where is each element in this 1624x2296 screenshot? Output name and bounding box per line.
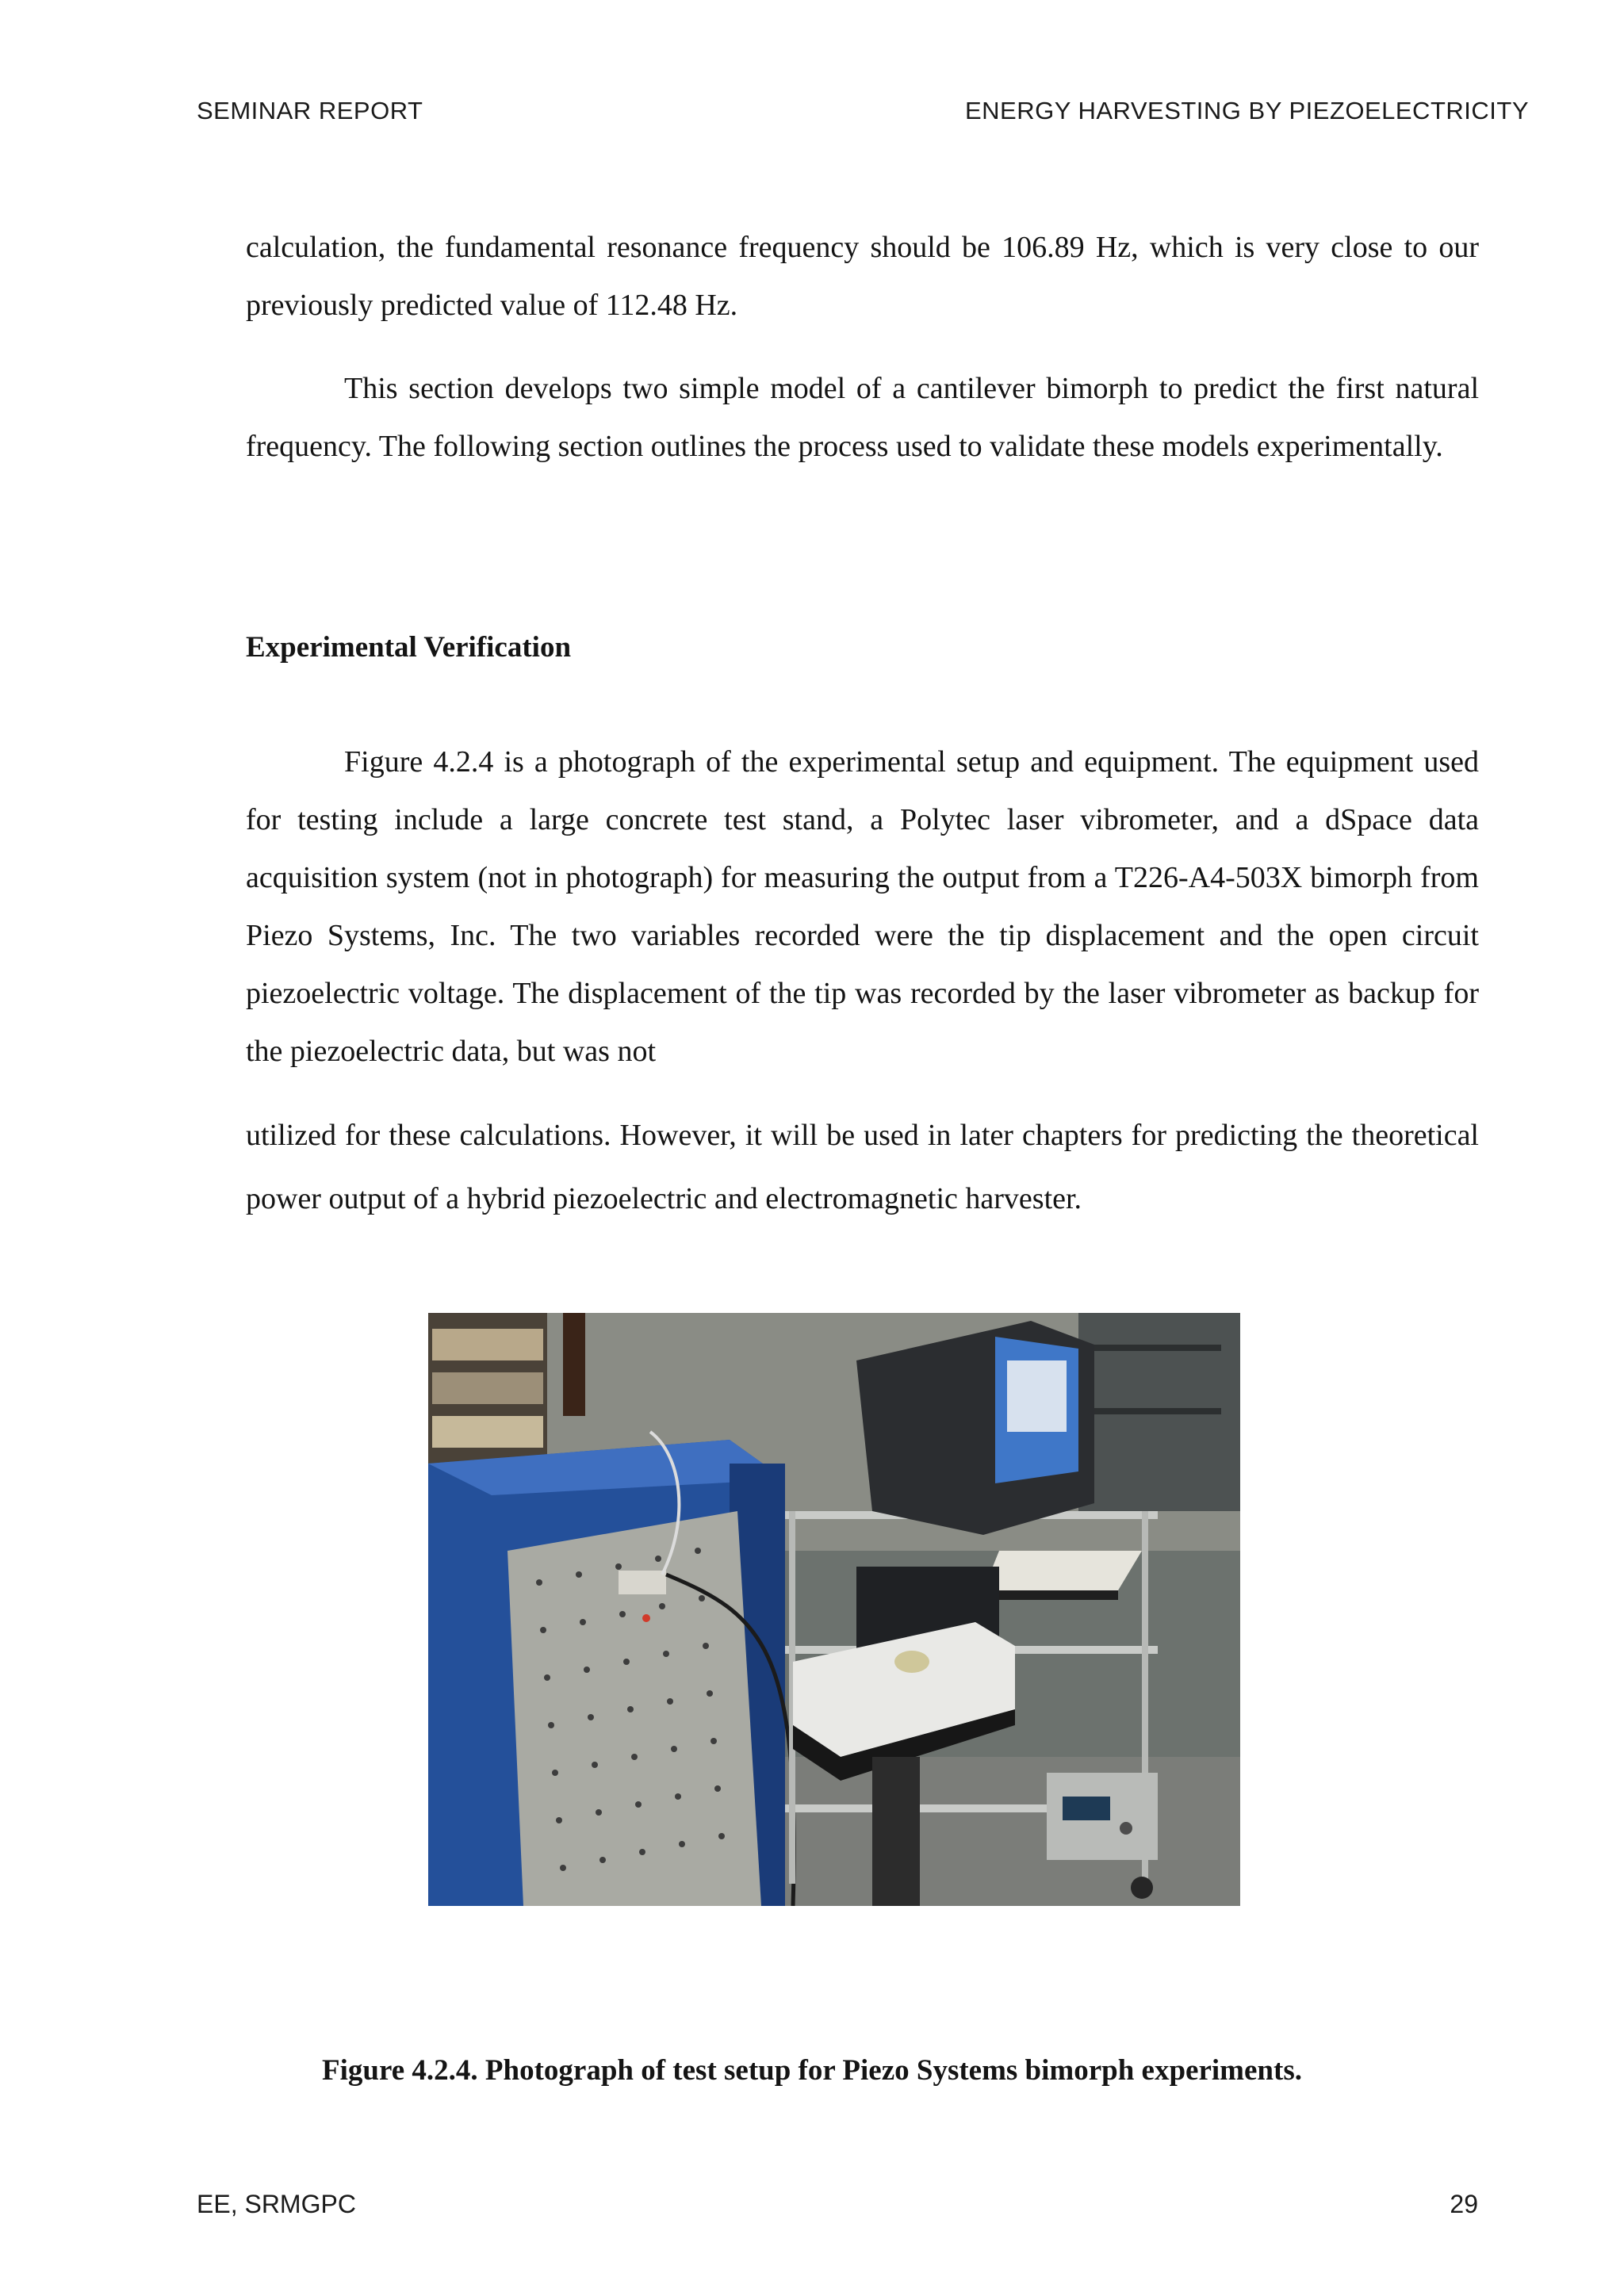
paragraph-experimental-setup: Figure 4.2.4 is a photograph of the experimental setup and equipment. The equipment used for testing include a large concrete test stand, a Polytec laser vibrometer, and a dSpace data acquisition system (not in photograph) for measuring the output from a T226-A4-503X bimorph from Piezo Systems, Inc. The two variables recorded were the tip displacement and the open circuit piezoelectric voltage. The displacement of the tip was recorded by the laser vibrometer as backup for the piezoelectric data, but was not	[246, 745, 1479, 1068]
footer-department: EE, SRMGPC	[197, 2190, 356, 2218]
page-footer	[197, 2190, 1478, 2229]
paragraph-continuation: utilized for these calculations. However, it will be used in later chapters for predicting the theoretical power output of a hybrid piezoelectric and electromagnetic harvester.	[246, 1119, 1479, 1215]
page-header	[197, 97, 1529, 136]
page-number: 29	[1450, 2190, 1478, 2218]
section-heading: Experimental Verification	[246, 631, 572, 664]
header-report-title: SEMINAR REPORT	[197, 97, 423, 124]
figure-photograph	[428, 1313, 1240, 1906]
figure-caption: Figure 4.2.4. Photograph of test setup for Piezo Systems bimorph experiments.	[322, 2054, 1302, 2087]
header-topic-title: ENERGY HARVESTING BY PIEZOELECTRICITY	[964, 97, 1529, 124]
paragraph-section-summary: This section develops two simple model of a cantilever bimorph to predict the first natural frequency. The following section outlines the process used to validate these models experimentally.	[246, 372, 1479, 463]
paragraph-resonance-result: calculation, the fundamental resonance frequency should be 106.89 Hz, which is very close to our previously predicted value of 112.48 Hz.	[246, 231, 1479, 322]
